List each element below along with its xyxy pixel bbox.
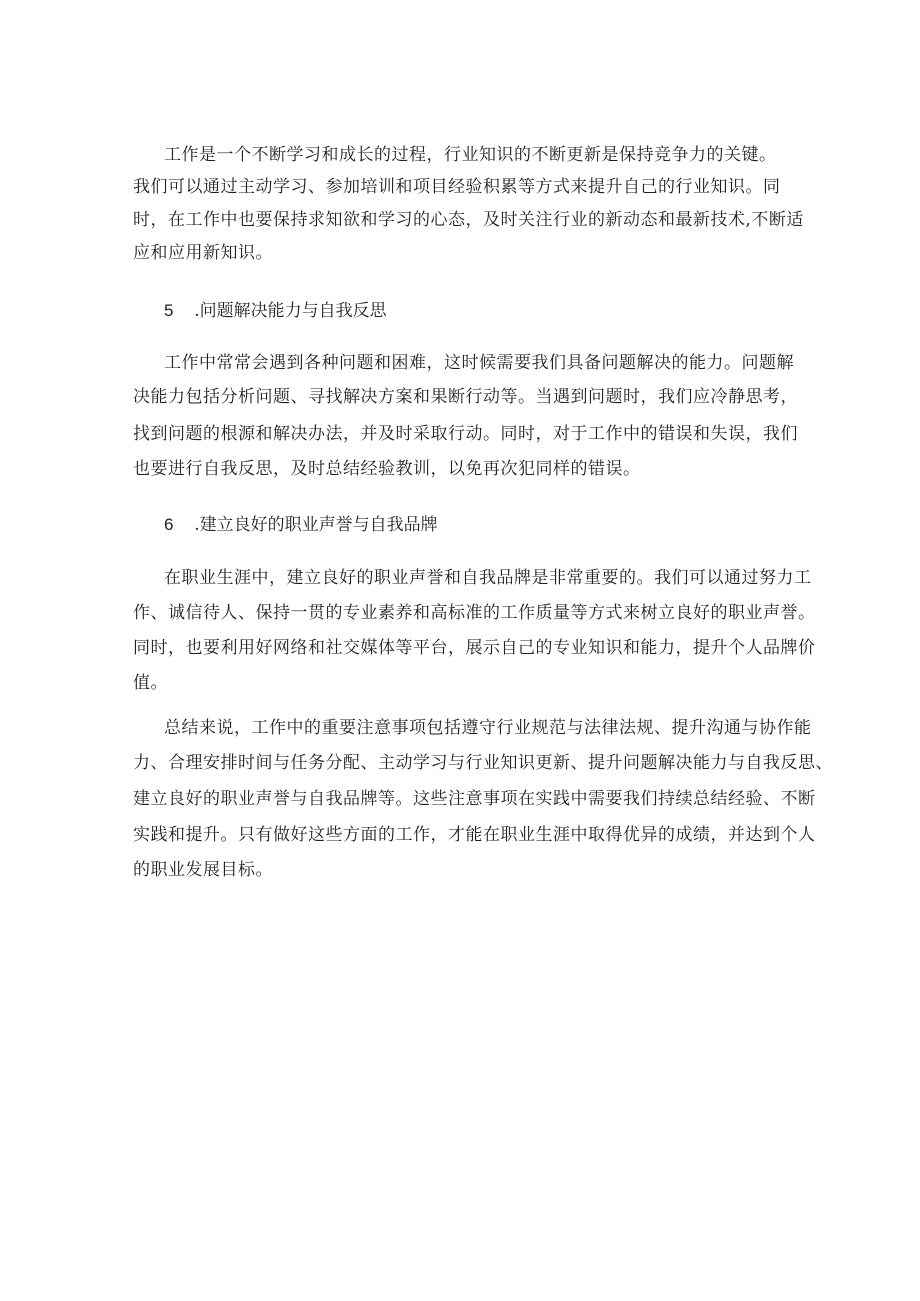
paragraph-3-line-4: 值。 <box>133 673 168 693</box>
paragraph-1-line-4: 应和应用新知识。 <box>133 243 273 263</box>
paragraph-1-line-1: 工作是一个不断学习和成长的过程，行业知识的不断更新是保持竞争力的关键。 <box>164 145 777 165</box>
section-6-title: .建立良好的职业声誉与自我品牌 <box>194 515 438 535</box>
paragraph-2-line-1: 工作中常常会遇到各种问题和困难，这时候需要我们具备问题解决的能力。问题解 <box>164 353 794 373</box>
paragraph-2-line-2: 决能力包括分析问题、寻找解决方案和果断行动等。当遇到问题时，我们应冷静思考， <box>133 387 798 407</box>
paragraph-2-line-4: 也要进行自我反思，及时总结经验教训，以免再次犯同样的错误。 <box>133 459 641 479</box>
paragraph-4-line-3: 建立良好的职业声誉与自我品牌等。这些注意事项在实践中需要我们持续总结经验、不断 <box>133 789 816 809</box>
paragraph-3-line-1: 在职业生涯中，建立良好的职业声誉和自我品牌是非常重要的。我们可以通过努力工 <box>164 568 812 588</box>
paragraph-1-line-2: 我们可以通过主动学习、参加培训和项目经验积累等方式来提升自己的行业知识。同 <box>133 177 781 197</box>
paragraph-2-line-3: 找到问题的根源和解决办法，并及时采取行动。同时，对于工作中的错误和失误，我们 <box>133 424 798 444</box>
paragraph-4-line-1: 总结来说，工作中的重要注意事项包括遵守行业规范与法律法规、提升沟通与协作能 <box>164 718 812 738</box>
paragraph-1-line-3: 时，在工作中也要保持求知欲和学习的心态，及时关注行业的新动态和最新技术,不断适 <box>133 210 804 230</box>
section-5-title: .问题解决能力与自我反思 <box>194 301 387 321</box>
section-5-number: 5 <box>164 301 174 320</box>
paragraph-4-line-4: 实践和提升。只有做好这些方面的工作，才能在职业生涯中取得优异的成绩，并达到个人 <box>133 825 816 845</box>
section-6-heading <box>164 514 438 536</box>
paragraph-3-line-2: 作、诚信待人、保持一贯的专业素养和高标准的工作质量等方式来树立良好的职业声誉。 <box>133 603 816 623</box>
section-6-number: 6 <box>164 515 174 534</box>
paragraph-4-line-5: 的职业发展目标。 <box>133 860 273 880</box>
paragraph-4-line-2: 力、合理安排时间与任务分配、主动学习与行业知识更新、提升问题解决能力与自我反思、 <box>133 753 833 773</box>
section-5-heading <box>164 300 387 322</box>
paragraph-3-line-3: 同时，也要利用好网络和社交媒体等平台，展示自己的专业知识和能力，提升个人品牌价 <box>133 638 816 658</box>
